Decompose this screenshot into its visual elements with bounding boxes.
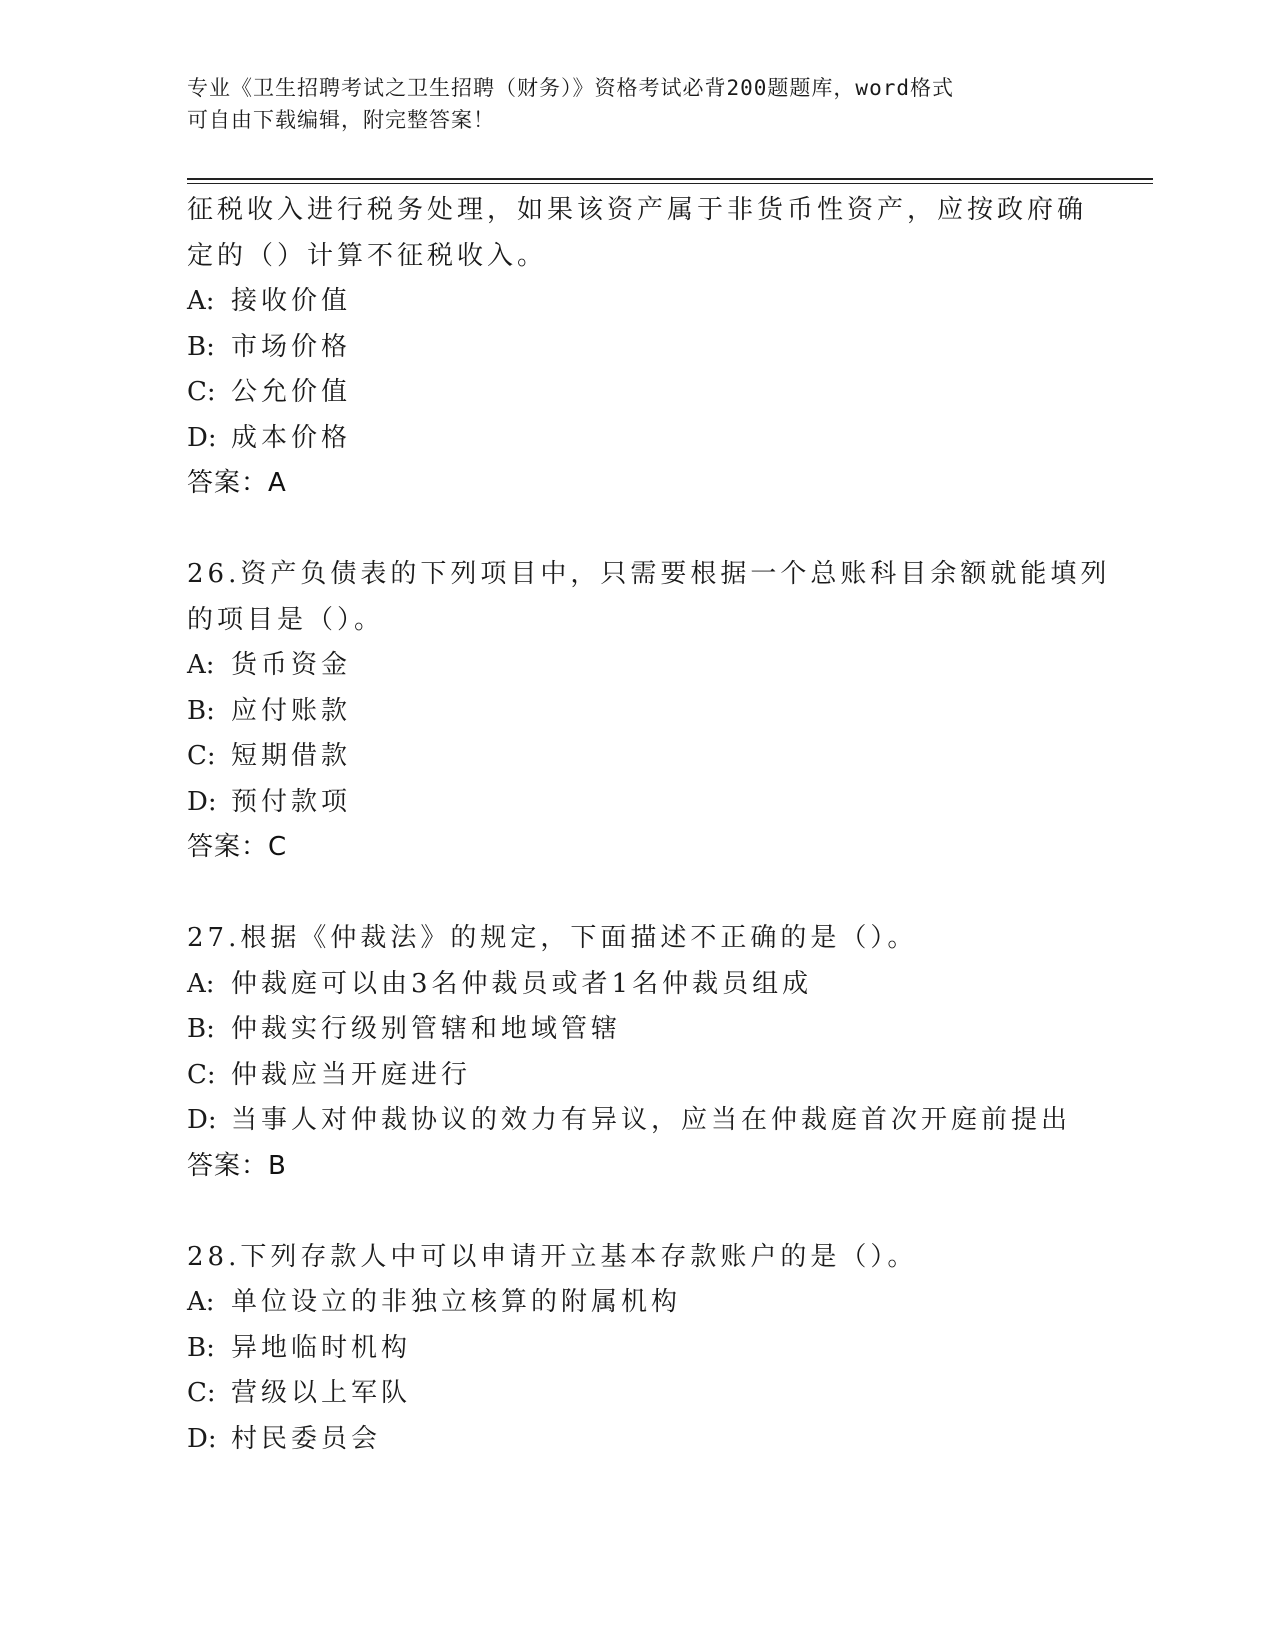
option-letter: D: — [187, 1423, 217, 1454]
option-text: 单位设立的非独立核算的附属机构 — [231, 1287, 682, 1317]
question-list — [187, 188, 1111, 1462]
question-stem-line: 27.根据《仲裁法》的规定，下面描述不正确的是（）。 — [187, 923, 918, 953]
option-text: 货币资金 — [231, 650, 352, 680]
option-text: 成本价格 — [231, 422, 352, 453]
question-spacer — [187, 1189, 1087, 1235]
option-a — [187, 643, 1087, 689]
option-text: 异地临时机构 — [231, 1332, 412, 1363]
header-rule-thick — [187, 178, 1153, 180]
question-25 — [187, 188, 1087, 507]
option-c — [187, 1371, 1087, 1417]
option-b — [187, 689, 1087, 735]
option-text: 仲裁实行级别管辖和地域管辖 — [231, 1014, 622, 1044]
header-line-1: 专业《卫生招聘考试之卫生招聘（财务）》资格考试必背200题题库，word格式 — [187, 76, 954, 100]
option-text: 接收价值 — [231, 286, 352, 316]
option-c — [187, 1053, 1087, 1099]
option-letter: B: — [187, 1332, 215, 1363]
option-letter: C: — [187, 1059, 216, 1090]
option-d — [187, 780, 1087, 826]
document-header — [187, 72, 1067, 136]
option-text: 应付账款 — [231, 695, 352, 726]
option-d — [187, 1098, 1087, 1144]
question-stem-line: 26.资产负债表的下列项目中，只需要根据一个总账科目余额就能填列 — [187, 559, 1111, 589]
option-text: 公允价值 — [231, 377, 352, 407]
question-27 — [187, 916, 1087, 1189]
answer-text: 答案：C — [187, 832, 288, 862]
option-c — [187, 370, 1087, 416]
option-letter: D: — [187, 786, 217, 817]
option-letter: B: — [187, 1014, 215, 1044]
option-d — [187, 1417, 1087, 1463]
option-letter: C: — [187, 1378, 216, 1408]
question-stem-line: 征税收入进行税务处理，如果该资产属于非货币性资产，应按政府确 — [187, 195, 1088, 225]
option-text: 预付款项 — [231, 786, 352, 817]
question-26 — [187, 552, 1111, 871]
option-text: 仲裁庭可以由3名仲裁员或者1名仲裁员组成 — [231, 968, 813, 999]
option-letter: A: — [187, 1287, 215, 1317]
option-letter: B: — [187, 695, 215, 726]
question-stem-line: 的项目是（）。 — [187, 604, 385, 635]
option-text: 当事人对仲裁协议的效力有异议，应当在仲裁庭首次开庭前提出 — [231, 1105, 1072, 1135]
option-letter: D: — [187, 1105, 217, 1135]
option-letter: A: — [187, 650, 215, 680]
header-line-2: 可自由下载编辑，附完整答案！ — [187, 108, 495, 132]
header-rule-thin — [187, 183, 1153, 184]
question-stem-line: 定的（）计算不征税收入。 — [187, 240, 548, 271]
option-letter: C: — [187, 377, 216, 407]
option-letter: A: — [187, 286, 215, 316]
answer-text: 答案：A — [187, 468, 287, 498]
option-text: 仲裁应当开庭进行 — [231, 1059, 472, 1090]
option-text: 营级以上军队 — [231, 1378, 412, 1408]
option-a — [187, 962, 1087, 1008]
option-text: 村民委员会 — [231, 1423, 382, 1454]
option-letter: A: — [187, 968, 215, 999]
option-a — [187, 1280, 1087, 1326]
question-28 — [187, 1235, 1087, 1463]
option-a — [187, 279, 1087, 325]
option-text: 市场价格 — [231, 331, 352, 362]
option-letter: B: — [187, 331, 215, 362]
question-spacer — [187, 871, 1087, 917]
question-spacer — [187, 507, 1087, 553]
option-b — [187, 325, 1087, 371]
option-letter: D: — [187, 422, 217, 453]
question-stem-line: 28.下列存款人中可以申请开立基本存款账户的是（）。 — [187, 1241, 918, 1272]
option-text: 短期借款 — [231, 741, 352, 771]
option-b — [187, 1326, 1087, 1372]
option-c — [187, 734, 1087, 780]
answer-text: 答案：B — [187, 1150, 287, 1181]
option-d — [187, 416, 1087, 462]
option-letter: C: — [187, 741, 216, 771]
option-b — [187, 1007, 1087, 1053]
